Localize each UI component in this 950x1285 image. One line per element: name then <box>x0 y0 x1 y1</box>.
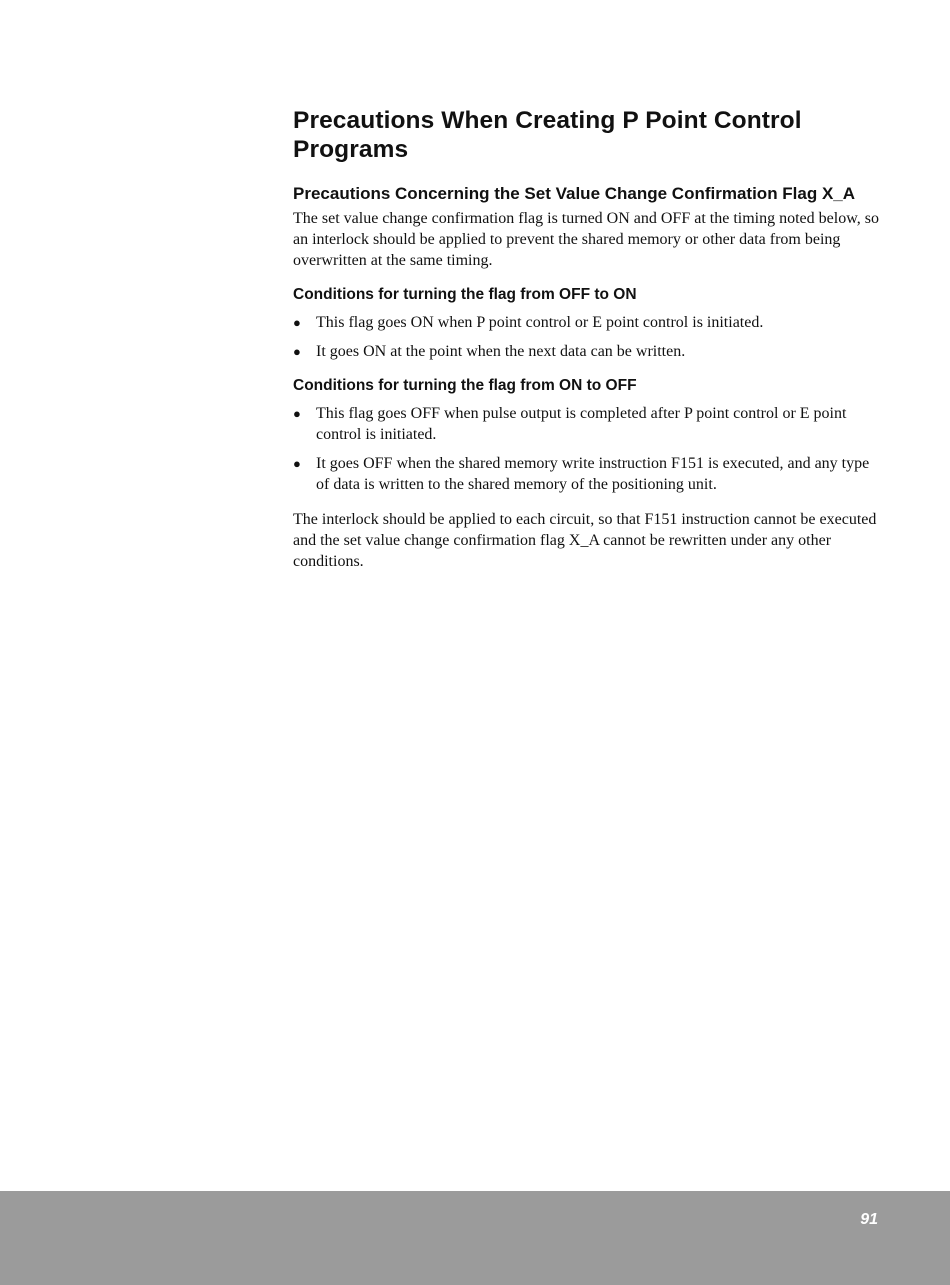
list-item-text: It goes ON at the point when the next data can be written. <box>316 343 686 360</box>
section-title: Precautions When Creating P Point Control Programs <box>293 107 802 163</box>
bullet-icon: ● <box>293 315 301 330</box>
off-to-on-heading: Conditions for turning the flag from OFF to ON <box>293 286 637 303</box>
bullet-icon: ● <box>293 456 301 471</box>
subsection-title: Precautions Concerning the Set Value Change Confirmation Flag X_A <box>293 184 856 203</box>
off-to-on-list <box>293 312 883 362</box>
list-item <box>293 341 883 362</box>
list-item-text: This flag goes ON when P point control or E point control is initiated. <box>316 314 764 331</box>
bullet-icon: ● <box>293 344 301 359</box>
closing-paragraph: The interlock should be applied to each circuit, so that F151 instruction cannot be executed and the set value change confirmation flag X_A cannot be rewritten under any other conditions. <box>293 511 877 570</box>
bullet-icon: ● <box>293 406 301 421</box>
list-item-text: This flag goes OFF when pulse output is completed after P point control or E point control is initiated. <box>316 405 847 443</box>
list-item <box>293 403 883 445</box>
footer-bar <box>0 1191 950 1285</box>
intro-paragraph: The set value change confirmation flag is turned ON and OFF at the timing noted below, so an interlock should be applied to prevent the shared memory or other data from being overwritten at the same timing. <box>293 210 879 269</box>
list-item-text: It goes OFF when the shared memory write instruction F151 is executed, and any type of data is written to the shared memory of the positioning unit. <box>316 455 870 493</box>
page-content <box>293 106 883 586</box>
page-number: 91 <box>860 1211 878 1228</box>
list-item <box>293 312 883 333</box>
on-to-off-list <box>293 403 883 495</box>
list-item <box>293 453 883 495</box>
on-to-off-heading: Conditions for turning the flag from ON to OFF <box>293 377 637 394</box>
